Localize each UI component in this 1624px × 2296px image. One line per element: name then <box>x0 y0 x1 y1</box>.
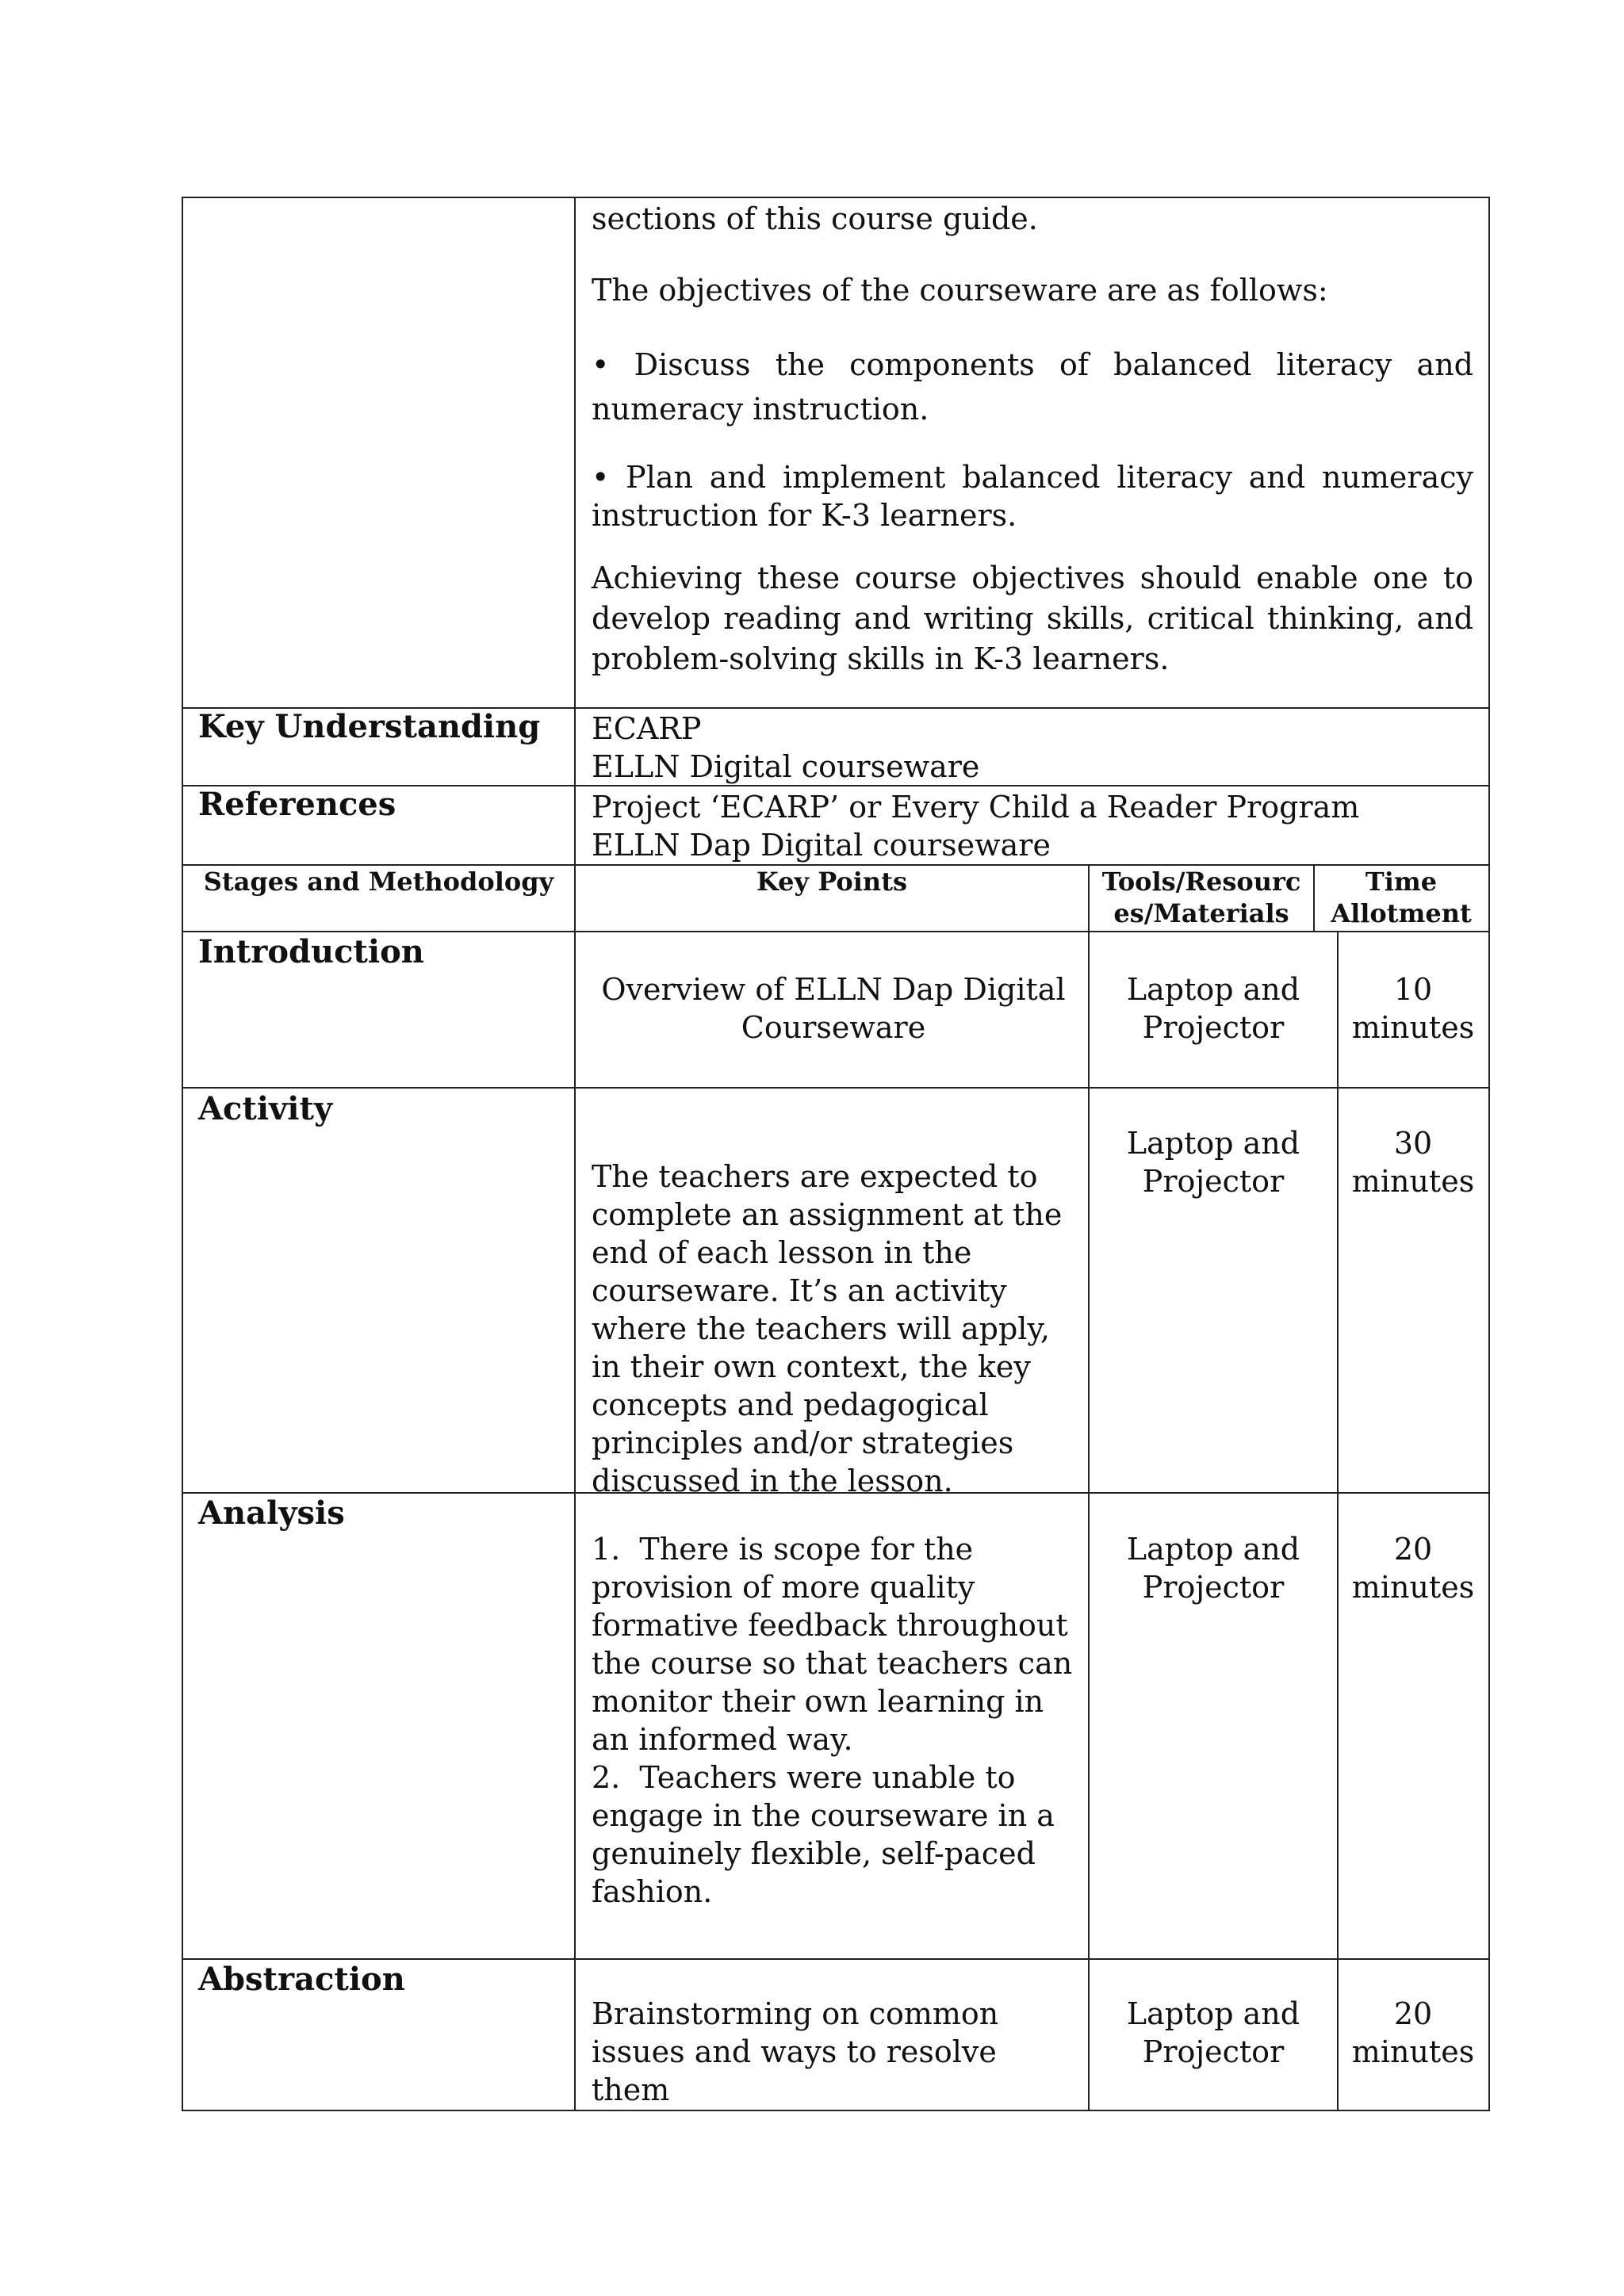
abstraction-time: 20 minutes <box>1351 1996 1475 2069</box>
table-border-right <box>1488 197 1490 2111</box>
abstraction-key-points: Brainstorming on common issues and ways to resolve them <box>592 1996 999 2107</box>
objectives-closing: Achieving these course objectives should enable one to develop reading and writing skills, critical thinking, and problem-solving skills in K-3 learners. <box>592 561 1473 676</box>
objective-bullet-2: • Plan and implement balanced literacy and numeracy instruction for K-3 learners. <box>592 460 1473 533</box>
stage-abstraction: Abstraction <box>198 1961 405 1998</box>
activity-tools: Laptop and Projector <box>1126 1126 1300 1199</box>
row-line-bottom <box>182 2110 1490 2111</box>
reference-line-1: Project ‘ECARP’ or Every Child a Reader Program <box>592 790 1360 825</box>
abstraction-tools: Laptop and Projector <box>1126 1996 1300 2069</box>
stage-analysis: Analysis <box>198 1494 345 1532</box>
analysis-item-2: 2. Teachers were unable to engage in the courseware in a genuinely flexible, self-paced fashion. <box>592 1760 1065 1909</box>
objectives-cell <box>592 200 1473 679</box>
introduction-key-points: Overview of ELLN Dap Digital Courseware <box>601 972 1066 1045</box>
analysis-key-points <box>592 1530 1080 1911</box>
objectives-intro: The objectives of the courseware are as follows: <box>592 273 1328 308</box>
row-line-5 <box>182 1087 1490 1089</box>
header-stages: Stages and Methodology <box>203 867 554 897</box>
col-divider-2 <box>1088 864 1090 2111</box>
analysis-item-1: 1. There is scope for the provision of more quality formative feedback throughout the course so that teachers can monitor their own learning in an informed way. <box>592 1532 1082 1757</box>
header-key-points: Key Points <box>756 867 907 897</box>
references-content <box>592 788 1473 864</box>
references-label: References <box>198 786 396 823</box>
stage-introduction: Introduction <box>198 933 424 970</box>
key-understanding-line-2: ELLN Digital courseware <box>592 749 980 784</box>
objective-bullet-1: • Discuss the components of balanced literacy and numeracy instruction. <box>592 347 1473 427</box>
col-divider-1 <box>574 197 576 2111</box>
objectives-continuation: sections of this course guide. <box>592 201 1038 236</box>
activity-key-points: The teachers are expected to complete an assignment at the end of each lesson in the courseware. It’s an activity where the teachers will apply, in their own context, the key concepts and pedagogical principles and/or strategies discussed in the lesson. <box>592 1159 1063 1498</box>
activity-time: 30 minutes <box>1351 1126 1475 1199</box>
analysis-tools: Laptop and Projector <box>1126 1532 1300 1605</box>
key-understanding-line-1: ECARP <box>592 711 702 746</box>
header-time: Time Allotment <box>1331 867 1472 928</box>
stage-activity: Activity <box>198 1090 333 1127</box>
analysis-time: 20 minutes <box>1351 1532 1475 1605</box>
row-line-top <box>182 197 1490 198</box>
col-divider-3b <box>1337 931 1339 2111</box>
key-understanding-label: Key Understanding <box>198 708 541 745</box>
table-border-left <box>182 197 183 2111</box>
introduction-tools: Laptop and Projector <box>1126 972 1300 1045</box>
key-understanding-content <box>592 710 1473 786</box>
col-divider-3a <box>1313 864 1315 931</box>
introduction-time: 10 minutes <box>1351 972 1475 1045</box>
header-tools: Tools/Resourc es/Materials <box>1101 867 1301 928</box>
reference-line-2: ELLN Dap Digital courseware <box>592 828 1051 863</box>
